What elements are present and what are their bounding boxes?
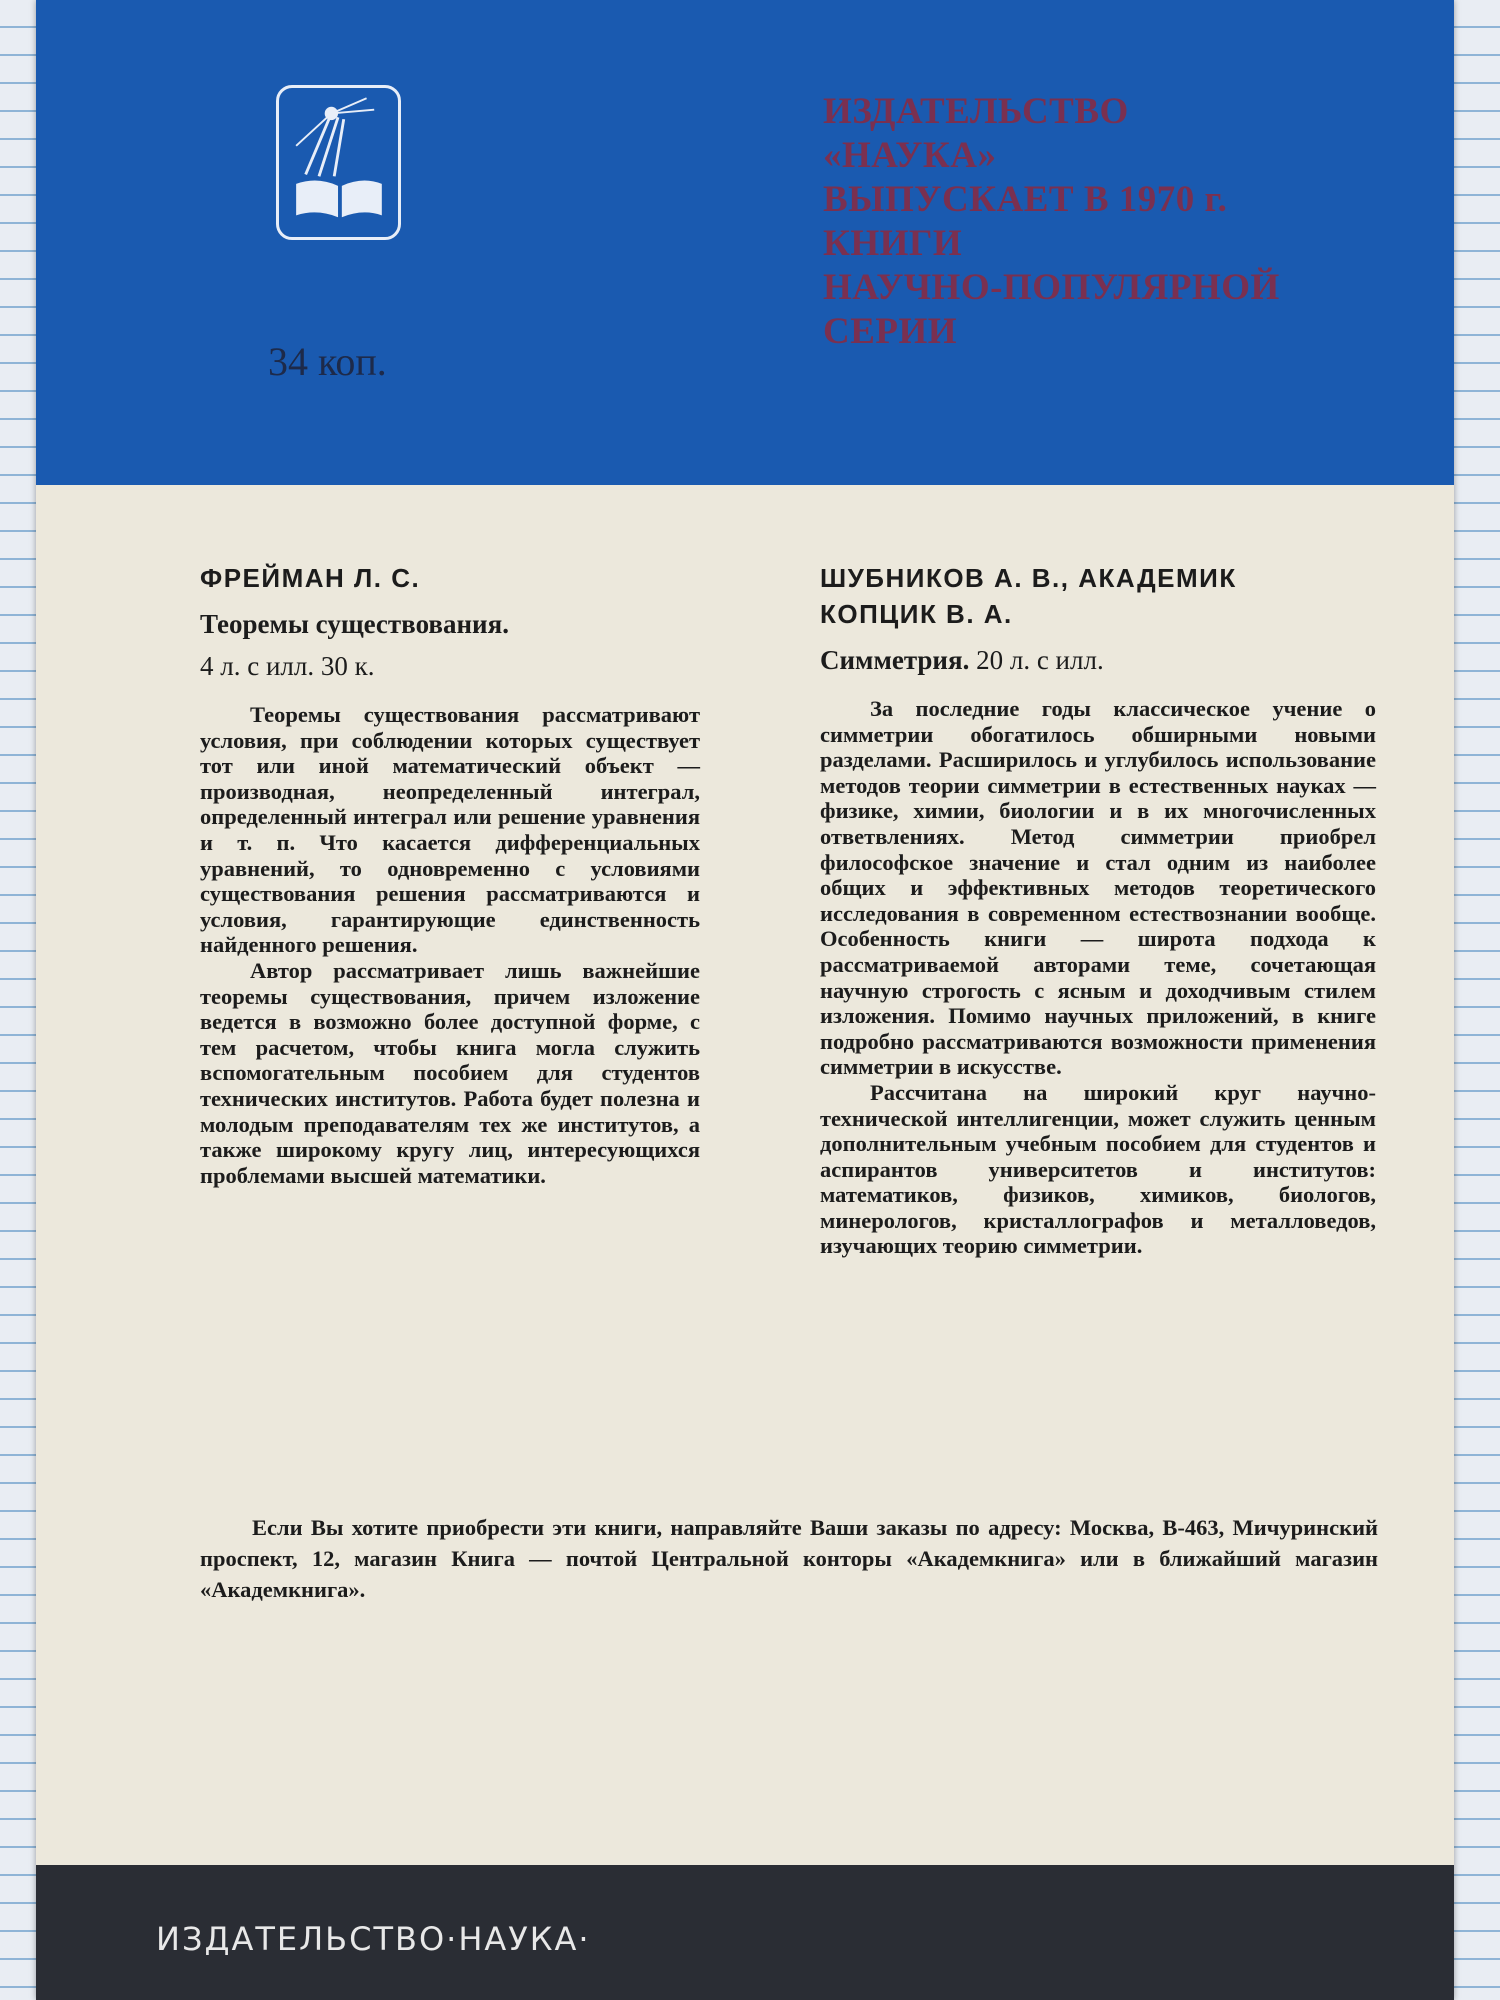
publisher-heading-line: СЕРИИ [823,311,958,352]
publisher-heading-line: ВЫПУСКАЕТ В 1970 г. [823,179,1228,220]
book-coauthor: КОПЦИК В. А. [820,599,1013,629]
book-meta: 20 л. с илл. [976,645,1104,675]
top-blue-band [36,0,1454,485]
bottom-dark-band [36,1865,1454,2000]
publisher-heading [823,90,1383,354]
publisher-heading-line: КНИГИ [823,223,963,264]
book-title-line [820,642,1376,678]
publisher-heading-line: НАУЧНО-ПОПУЛЯРНОЙ [823,267,1280,308]
book-title: Теоремы существования. [200,609,509,639]
sputnik-book-logo-icon [276,85,401,240]
book-title: Симметрия. [820,645,970,675]
book-description [820,696,1376,1259]
book-meta: 4 л. с илл. 30 к. [200,651,375,681]
book-back-cover [36,0,1454,2000]
description-paragraph: Автор рассматривает лишь важнейшие теоремы существования, причем изложение ведется в возможно более доступной форме, с тем расчетом, чтобы книга могла служить вспомогательным пособием для студентов технических институтов. Работа будет полезна и молодым преподавателям тех же институтов, а также широкому кругу лиц, интересующихся проблемами высшей математики. [200,957,700,1188]
book-description [200,702,700,1188]
publisher-heading-line: ИЗДАТЕЛЬСТВО [823,91,1129,132]
footer-publisher-label: ИЗДАТЕЛЬСТВО·НАУКА· [156,1920,591,1958]
order-instructions: Если Вы хотите приобрести эти книги, направляйте Ваши заказы по адресу: Москва, В-463, Мичуринский проспект, 12, магазин Книга — почтой Центральной конторы «Академкнига» или в ближайший магазин «Академкнига». [200,1515,1378,1602]
publisher-heading-line: «НАУКА» [823,135,997,176]
book-entry-freiman [200,560,700,1188]
price-label: 34 коп. [268,339,387,384]
book-entry-shubnikov [820,560,1376,1259]
book-author: ФРЕЙМАН Л. С. [200,563,421,593]
description-paragraph: Рассчитана на широкий круг научно-технической интеллигенции, может служить ценным дополнительным учебным пособием для студентов и аспирантов университетов и институтов: математиков, физиков, химиков, биологов, минерологов, кристаллографов и металловедов, изучающих теорию симметрии. [820,1079,1376,1259]
book-author: ШУБНИКОВ А. В., АКАДЕМИК [820,563,1237,593]
description-paragraph: За последние годы классическое учение о симметрии обогатилось обширными новыми разделами. Расширилось и углубилось использование методов теории симметрии в естественных науках — физике, химии, биологии и в их многочисленных ответвлениях. Метод симметрии приобрел философское значение и стал одним из наиболее общих и эффективных методов теоретического исследования в современном естествознании вообще. Особенность книги — широта подхода к рассматриваемой авторами теме, сочетающая научную строгость с ясным и доходчивым стилем изложения. Помимо научных приложений, в книге подробно рассматриваются возможности применения симметрии в искусстве. [820,696,1376,1080]
description-paragraph: Теоремы существования рассматривают условия, при соблюдении которых существует тот или иной математический объект — производная, неопределенный интеграл, определенный интеграл или решение уравнения и т. п. Что касается дифференциальных уравнений, то одновременно с условиями существования решения рассматриваются и условия, гарантирующие единственность найденного решения. [200,702,700,958]
